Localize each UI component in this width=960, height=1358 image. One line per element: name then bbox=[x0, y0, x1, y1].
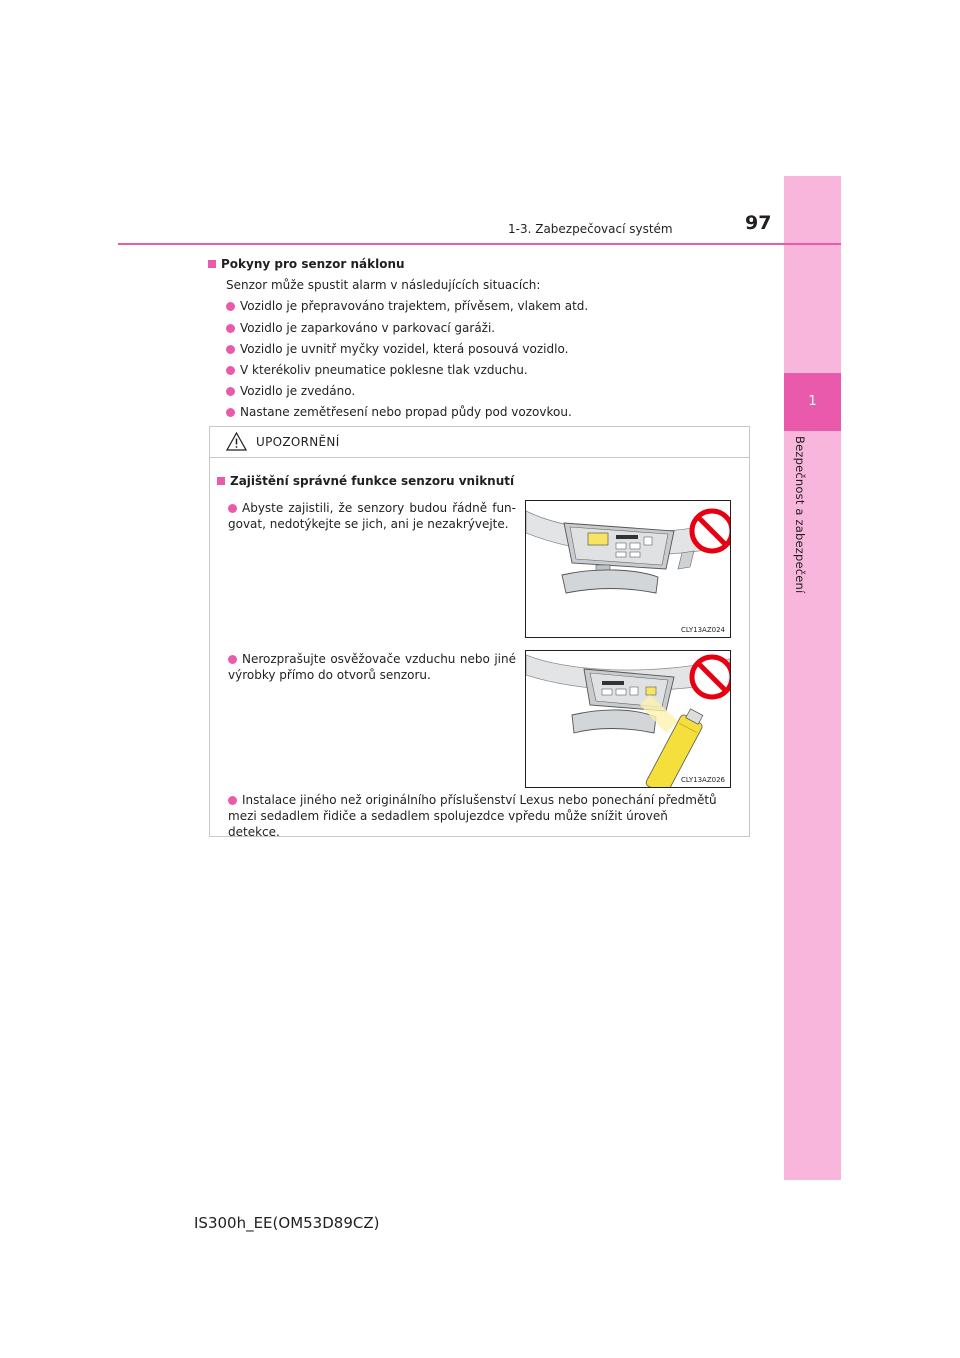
bullet-dot-icon bbox=[226, 324, 235, 333]
list-item: V kterékoliv pneumatice poklesne tlak vzduchu. bbox=[226, 362, 528, 378]
chapter-number-tab: 1 bbox=[784, 373, 841, 431]
figure-sensor-no-spray bbox=[525, 650, 731, 788]
figure-code: CLY13AZ024 bbox=[681, 626, 725, 634]
list-item: Vozidlo je uvnitř myčky vozidel, která posouvá vozidlo. bbox=[226, 341, 568, 357]
bullet-dot-icon bbox=[228, 655, 237, 664]
bullet-dot-icon bbox=[226, 345, 235, 354]
figure-code: CLY13AZ026 bbox=[681, 776, 725, 784]
bullet-dot-icon bbox=[226, 408, 235, 417]
tilt-sensor-heading: Pokyny pro senzor náklonu bbox=[208, 257, 405, 271]
header-divider bbox=[118, 243, 841, 245]
warning-header bbox=[210, 427, 749, 458]
figure-sensor-no-touch bbox=[525, 500, 731, 638]
bullet-dot-icon bbox=[228, 504, 237, 513]
chapter-side-strip bbox=[784, 176, 841, 1180]
page-number: 97 bbox=[745, 212, 772, 234]
tilt-sensor-intro: Senzor může spustit alarm v následujících situacích: bbox=[226, 278, 541, 292]
warning-item-spray: Nerozprašujte osvěžovače vzduchu nebo jiné výrobky přímo do otvorů senzoru. bbox=[228, 652, 516, 682]
bullet-dot-icon bbox=[226, 302, 235, 311]
list-item: Nastane zemětřesení nebo propad půdy pod vozovkou. bbox=[226, 404, 572, 420]
warning-label: UPOZORNĚNÍ bbox=[256, 435, 340, 449]
square-bullet-icon bbox=[208, 260, 216, 268]
list-item: Vozidlo je přepravováno trajektem, přívěsem, vlakem atd. bbox=[226, 298, 588, 314]
square-bullet-icon bbox=[217, 477, 225, 485]
footer-model-code: IS300h_EE(OM53D89CZ) bbox=[194, 1214, 380, 1232]
bullet-dot-icon bbox=[226, 366, 235, 375]
intrusion-sensor-heading: Zajištění správné funkce senzoru vniknutí bbox=[217, 474, 514, 488]
spray-can-illustration bbox=[526, 651, 730, 787]
warning-item-touch: Abyste zajistili, že senzory budou řádně fun-govat, nedotýkejte se jich, ani je nezakrývejte. bbox=[228, 501, 516, 531]
bullet-dot-icon bbox=[226, 387, 235, 396]
overhead-console-illustration bbox=[526, 501, 730, 637]
list-item: Vozidlo je zvedáno. bbox=[226, 383, 355, 399]
warning-item-accessories: Instalace jiného než originálního příslušenství Lexus nebo ponechání předmětů mezi sedadlem řidiče a sedadlem spolujezdce vpředu může snížit úroveň detekce. bbox=[228, 793, 717, 839]
chapter-title-vertical: Bezpečnost a zabezpečení bbox=[793, 436, 807, 594]
list-item: Vozidlo je zaparkováno v parkovací garáži. bbox=[226, 320, 495, 336]
section-title: 1-3. Zabezpečovací systém bbox=[508, 222, 673, 236]
warning-triangle-icon bbox=[226, 432, 247, 451]
bullet-dot-icon bbox=[228, 796, 237, 805]
